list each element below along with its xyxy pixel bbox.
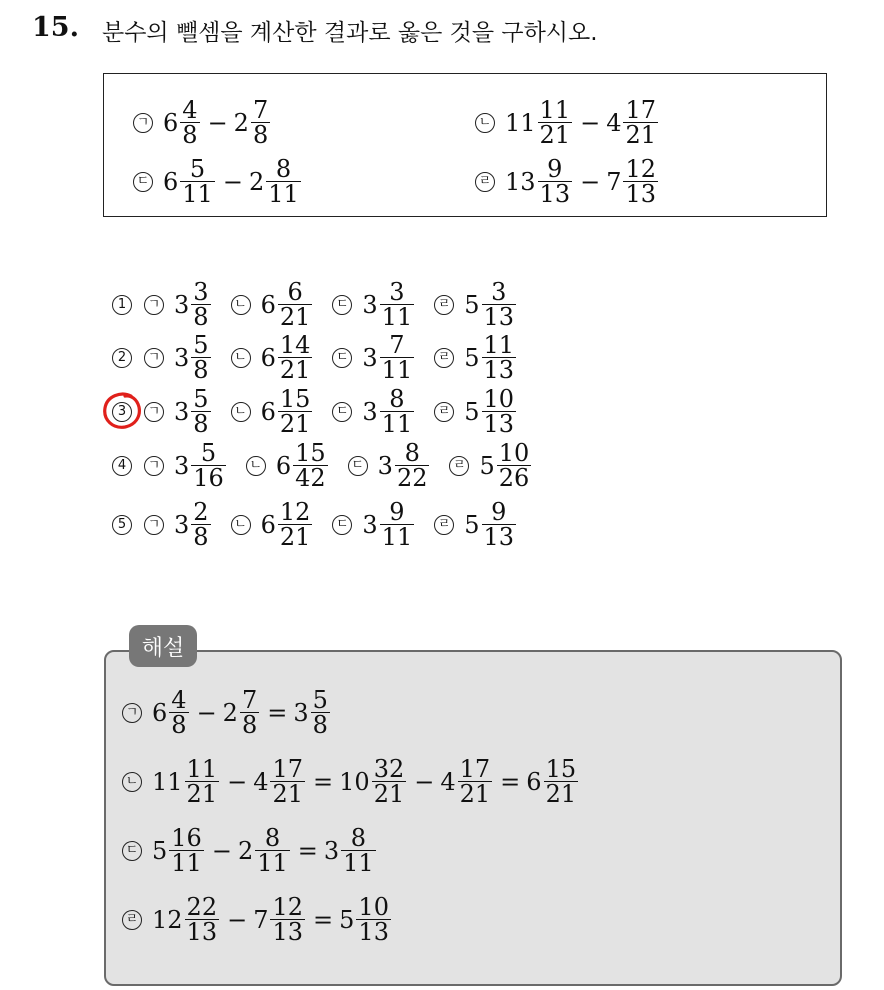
item-label: ㄷ [332,348,352,368]
denominator: 11 [381,303,413,331]
whole: 6 [526,767,542,796]
fraction [341,826,376,875]
fraction: $\frac{5}{11}$ [182,155,213,208]
mixed-number [261,280,315,329]
fraction [482,333,517,382]
fraction [482,387,517,436]
mixed-number [174,441,228,490]
label-nieun: ㄴ [475,113,495,133]
numerator: 8 [389,385,405,413]
whole: 3 [323,836,340,865]
denominator: 11 [381,410,413,438]
whole: 3 [362,343,378,372]
numerator: 15 [295,439,326,467]
item-label: ㄷ [348,456,368,476]
choice-item [332,280,416,329]
denominator: 13 [483,410,515,438]
item-label: ㄱ [144,402,164,422]
choice-item [434,500,518,549]
mixed-number [362,500,416,549]
item-label: ㄴ [122,772,142,792]
numerator: 10 [358,893,389,921]
whole: 3 [174,451,190,480]
numerator: 9 [491,498,507,526]
equals-sign: = [500,767,521,796]
minus-sign: − [227,767,248,796]
mixed-number [339,757,408,806]
item-label: ㄱ [144,515,164,535]
denominator: 13 [186,918,218,946]
choice-item [332,333,416,382]
denominator: 13 [483,356,515,384]
numerator: 7 [241,686,258,714]
fraction [544,757,579,806]
whole: 5 [464,510,480,539]
mixed-number [261,333,315,382]
answer-choice-2[interactable] [112,333,536,382]
box-item-d [475,157,660,206]
mixed-number [152,895,221,944]
numerator: 8 [264,824,281,852]
mixed-number [253,757,307,806]
item-label: ㄴ [231,348,251,368]
numerator: 3 [193,278,209,306]
whole: 2 [248,167,265,196]
answer-choice-3[interactable] [112,387,536,436]
whole: 3 [362,510,378,539]
item-label: ㄱ [144,456,164,476]
choice-number: 4 [112,456,132,476]
mixed-number [276,441,330,490]
whole: 5 [464,343,480,372]
mixed-number [174,333,213,382]
fraction [372,757,407,806]
minus-sign: − [207,108,228,137]
numerator: 11 [483,331,515,359]
whole: 6 [260,290,276,319]
choice-number: 2 [112,348,132,368]
equals-sign: = [313,767,334,796]
item-label: ㄷ [332,402,352,422]
numerator: 6 [287,278,303,306]
choice-number: 5 [112,515,132,535]
mixed-number [152,688,191,737]
denominator: 42 [295,464,326,492]
choice-item [144,280,213,329]
mixed-number [174,500,213,549]
whole: 3 [174,397,190,426]
fraction [380,387,415,436]
whole: 3 [174,343,190,372]
fraction: $\frac{7}{8}$ [252,96,269,149]
explanation-line [122,826,378,875]
whole: 3 [377,451,393,480]
whole: 3 [174,510,190,539]
numerator: 14 [279,331,311,359]
answer-choice-5[interactable] [112,500,536,549]
fraction [191,333,210,382]
minus-sign: − [414,767,435,796]
whole: 5 [152,836,168,865]
numerator: 5 [193,385,209,413]
whole: 5 [339,905,355,934]
numerator: 3 [389,278,405,306]
mixed-number [362,280,416,329]
numerator: 8 [350,824,367,852]
numerator: 32 [373,755,405,783]
fraction: $\frac{9}{13}$ [539,155,571,208]
equals-sign: = [297,836,318,865]
item-label: ㄴ [246,456,266,476]
whole: 4 [606,108,622,137]
fraction [278,280,313,329]
denominator: 16 [193,464,224,492]
fraction [380,333,415,382]
whole: 2 [233,108,249,137]
choice-item [231,387,315,436]
choice-item [332,387,416,436]
mixed-number [293,688,332,737]
denominator: 21 [272,780,304,808]
equals-sign: = [267,698,288,727]
question-number: 15. [32,12,79,43]
choice-item [144,500,213,549]
fraction [293,441,328,490]
mixed-number [261,500,315,549]
box-item-c [133,157,303,206]
item-label: ㄹ [122,910,142,930]
whole: 4 [440,767,456,796]
choice-item [434,333,518,382]
whole: 7 [253,905,269,934]
mixed-number [152,757,221,806]
denominator: 11 [343,849,374,877]
choice-item [246,441,330,490]
whole: 5 [464,290,480,319]
minus-sign: − [580,167,601,196]
mixed-number [440,757,494,806]
whole: 5 [464,397,480,426]
numerator: 17 [459,755,491,783]
mixed-number [339,895,393,944]
mixed-number [464,500,518,549]
whole: 7 [606,167,622,196]
item-label: ㄱ [122,703,142,723]
fraction [356,895,391,944]
numerator: 15 [545,755,577,783]
denominator: 8 [193,303,209,331]
denominator: 8 [312,711,328,739]
selected-answer-mark [101,390,145,432]
item-label: ㄹ [434,402,454,422]
mixed-number [261,387,315,436]
denominator: 21 [279,410,311,438]
choice-item [144,441,228,490]
denominator: 11 [257,849,288,877]
numerator: 3 [491,278,507,306]
fraction [169,688,188,737]
whole: 2 [237,836,254,865]
denominator: 8 [193,410,209,438]
mixed-number [253,895,307,944]
item-label: ㄷ [122,841,142,861]
fraction [185,757,220,806]
label-giyeok: ㄱ [133,113,153,133]
fraction [191,387,210,436]
numerator: 5 [193,331,209,359]
fraction [191,500,210,549]
fraction [191,280,210,329]
whole: 2 [222,698,238,727]
fraction [270,757,305,806]
mixed-number [324,826,378,875]
denominator: 13 [272,918,304,946]
denominator: 8 [193,523,209,551]
choice-item [434,387,518,436]
box-item-b [475,98,660,147]
answer-choice-4[interactable] [112,441,551,490]
choice-item [231,280,315,329]
minus-sign: − [580,108,601,137]
fraction [240,688,259,737]
choice-item [449,441,533,490]
denominator: 8 [171,711,187,739]
explanation-line [122,757,580,806]
denominator: 8 [193,356,209,384]
numerator: 7 [389,331,405,359]
denominator: 11 [171,849,202,877]
mixed-number [464,387,518,436]
fraction [458,757,493,806]
numerator: 5 [200,439,217,467]
choice-number: 1 [112,295,132,315]
mixed-number [378,441,432,490]
item-label: ㄹ [434,295,454,315]
whole: 3 [174,290,190,319]
explanation-tag: 해설 [129,625,197,667]
whole: 11 [505,108,536,137]
whole: 6 [260,397,276,426]
numerator: 12 [279,498,311,526]
numerator: 10 [498,439,530,467]
denominator: 11 [381,523,413,551]
fraction [270,895,305,944]
numerator: 17 [272,755,304,783]
denominator: 21 [545,780,577,808]
item-label: ㄴ [231,295,251,315]
equals-sign: = [313,905,334,934]
fraction [311,688,330,737]
numerator: 2 [193,498,209,526]
whole: 3 [293,698,309,727]
whole: 11 [152,767,183,796]
item-label: ㄴ [231,402,251,422]
item-label: ㄷ [332,515,352,535]
whole: 10 [339,767,370,796]
whole: 6 [163,108,179,137]
fraction [278,387,313,436]
fraction [278,333,313,382]
answer-choice-1[interactable] [112,280,536,329]
denominator: 21 [279,356,311,384]
mixed-number [152,826,206,875]
minus-sign: − [196,698,217,727]
whole: 4 [253,767,269,796]
denominator: 8 [241,711,258,739]
mixed-number [464,333,518,382]
label-digeut: ㄷ [133,172,153,192]
fraction: $\frac{4}{8}$ [182,96,198,149]
whole: 3 [362,290,378,319]
choice-number: 3 [112,402,132,422]
fraction [497,441,532,490]
mixed-number [464,280,518,329]
minus-sign: − [222,167,243,196]
numerator: 8 [404,439,420,467]
minus-sign: − [227,905,248,934]
fraction [169,826,204,875]
fraction [482,500,517,549]
choice-item [144,333,213,382]
whole: 5 [479,451,495,480]
mixed-number [174,387,213,436]
denominator: 26 [498,464,530,492]
choice-item [144,387,213,436]
denominator: 13 [483,303,515,331]
fraction [482,280,517,329]
mixed-number [174,280,213,329]
fraction [191,441,226,490]
choice-item [348,441,432,490]
mixed-number [479,441,533,490]
whole: 6 [260,343,276,372]
fraction: $\frac{12}{13}$ [625,155,657,208]
fraction: $\frac{8}{11}$ [268,155,299,208]
fraction: $\frac{17}{21}$ [625,96,657,149]
item-label: ㄷ [332,295,352,315]
whole: 6 [152,698,168,727]
denominator: 21 [459,780,491,808]
whole: 13 [505,167,536,196]
numerator: 11 [186,755,218,783]
item-label: ㄹ [434,348,454,368]
explanation-line [122,688,332,737]
fraction [255,826,290,875]
fraction [380,500,415,549]
whole: 6 [260,510,276,539]
box-item-a [133,98,272,147]
item-label: ㄱ [144,348,164,368]
mixed-number [238,826,292,875]
minus-sign: − [211,836,232,865]
mixed-number [362,387,416,436]
item-label: ㄹ [449,456,469,476]
numerator: 22 [186,893,218,921]
choice-item [332,500,416,549]
explanation-line [122,895,393,944]
item-label: ㄹ [434,515,454,535]
fraction [185,895,220,944]
fraction [380,280,415,329]
denominator: 13 [483,523,515,551]
choice-item [231,500,315,549]
numerator: 16 [171,824,202,852]
numerator: 9 [389,498,405,526]
choice-item [231,333,315,382]
denominator: 21 [279,523,311,551]
denominator: 21 [373,780,405,808]
fraction: $\frac{11}{21}$ [539,96,571,149]
numerator: 15 [279,385,311,413]
item-label: ㄱ [144,295,164,315]
whole: 12 [152,905,183,934]
denominator: 21 [279,303,311,331]
mixed-number [223,688,262,737]
mixed-number [526,757,580,806]
numerator: 4 [171,686,187,714]
label-rieul: ㄹ [475,172,495,192]
denominator: 13 [358,918,389,946]
numerator: 5 [312,686,328,714]
denominator: 11 [381,356,413,384]
whole: 6 [163,167,179,196]
denominator: 22 [396,464,428,492]
question-text: 분수의 뺄셈을 계산한 결과로 옳은 것을 구하시오. [102,20,598,46]
fraction [395,441,430,490]
fraction [278,500,313,549]
whole: 3 [362,397,378,426]
whole: 6 [275,451,292,480]
item-label: ㄴ [231,515,251,535]
denominator: 21 [186,780,218,808]
numerator: 10 [483,385,515,413]
choice-item [434,280,518,329]
numerator: 12 [272,893,304,921]
mixed-number [362,333,416,382]
